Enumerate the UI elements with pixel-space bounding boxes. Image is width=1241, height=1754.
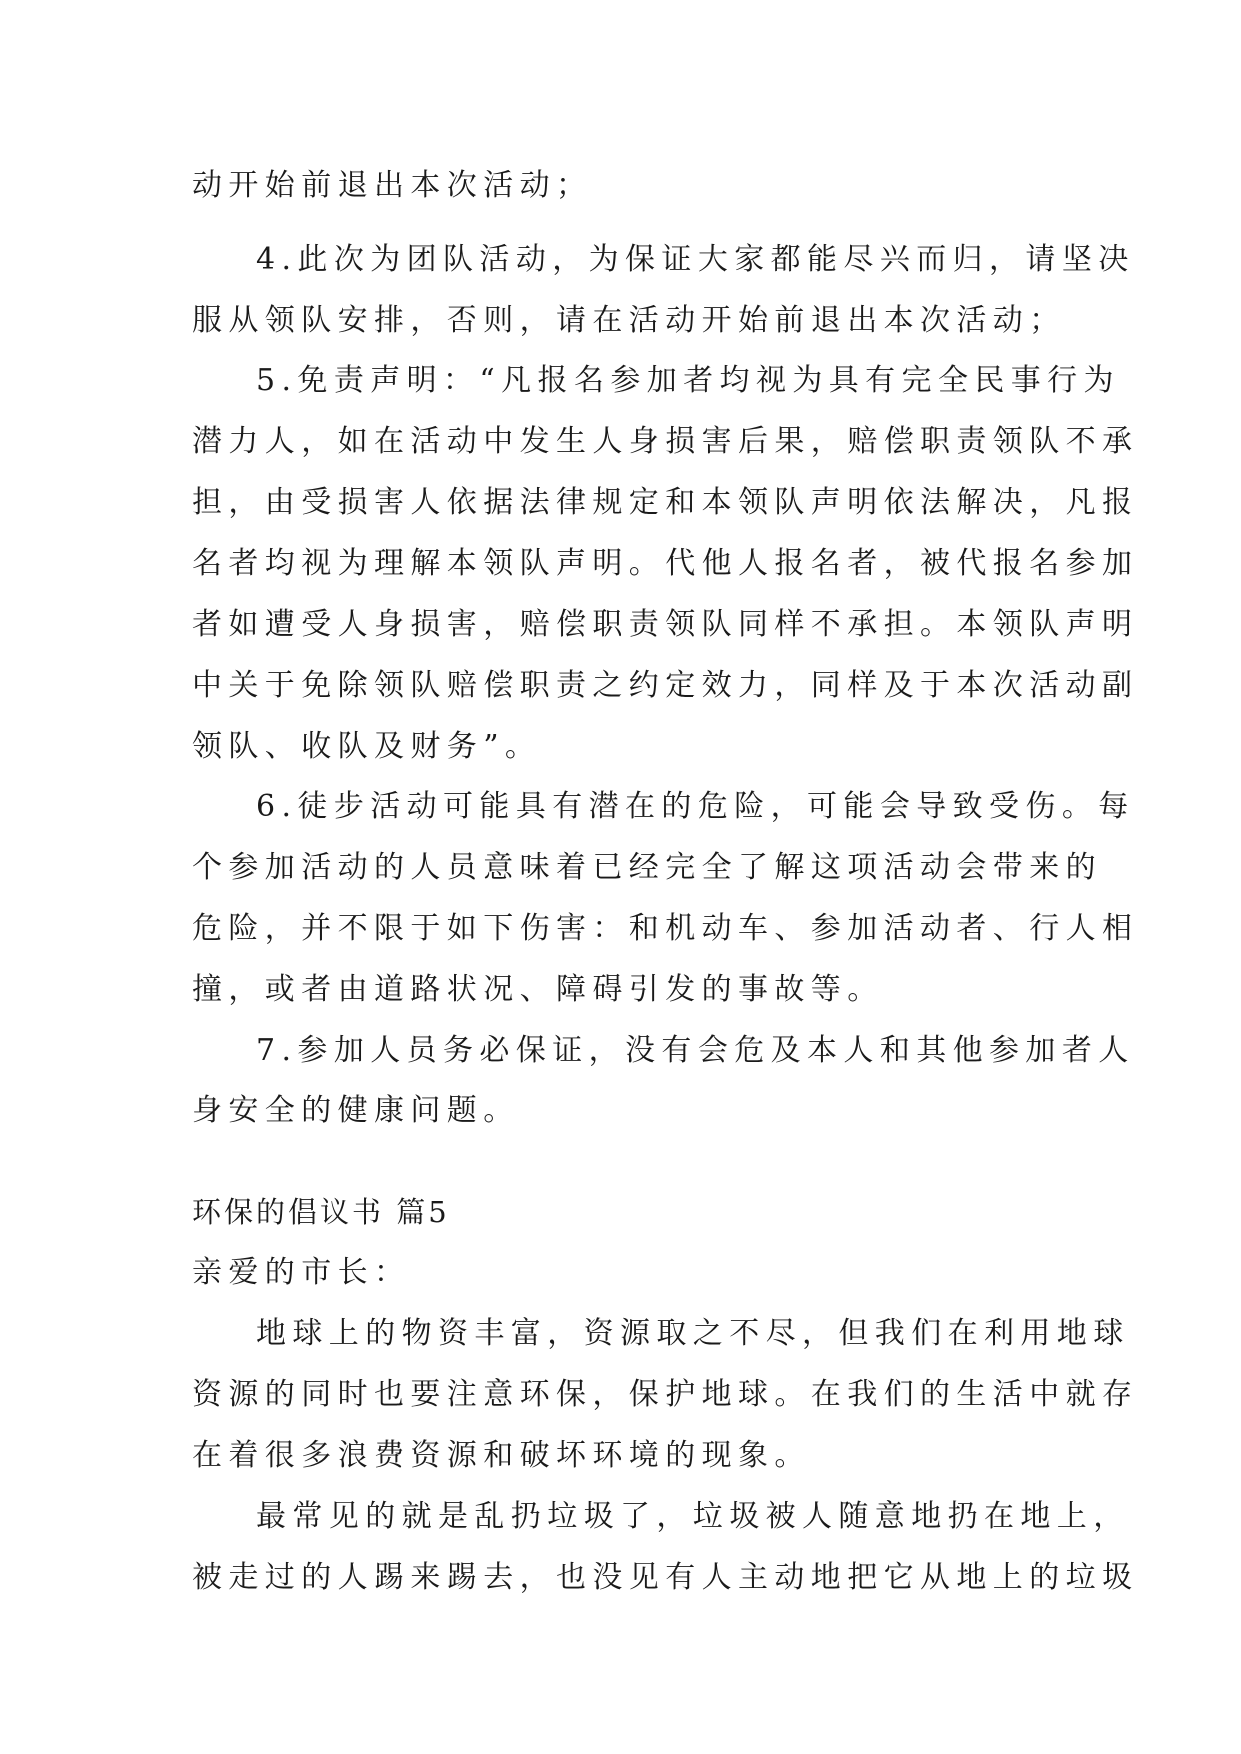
list-item-5-line-3: 担，由受损害人依据法律规定和本领队声明依法解决，凡报 (192, 485, 1139, 520)
body-paragraph-2-line-1: 最常见的就是乱扔垃圾了，垃圾被人随意地扔在地上， (256, 1499, 1130, 1534)
list-item-7-line-1: 7.参加人员务必保证，没有会危及本人和其他参加者人 (256, 1033, 1135, 1068)
list-item-5-line-4: 名者均视为理解本领队声明。代他人报名者，被代报名参加 (192, 546, 1139, 581)
body-paragraph-1-line-3: 在着很多浪费资源和破坏环境的现象。 (192, 1438, 811, 1473)
list-item-6-line-1: 6.徒步活动可能具有潜在的危险，可能会导致受伤。每 (256, 789, 1135, 824)
body-paragraph-1-line-2: 资源的同时也要注意环保，保护地球。在我们的生活中就存 (192, 1377, 1139, 1412)
section-heading: 环保的倡议书 篇5 (192, 1195, 450, 1229)
body-paragraph-2-line-2: 被走过的人踢来踢去，也没见有人主动地把它从地上的垃圾 (192, 1560, 1139, 1595)
list-item-6-line-3: 危险，并不限于如下伤害：和机动车、参加活动者、行人相 (192, 911, 1139, 946)
list-item-5-line-7: 领队、收队及财务”。 (192, 729, 542, 764)
list-item-7-line-2: 身安全的健康问题。 (192, 1093, 520, 1128)
list-item-5-line-1: 5.免责声明：“凡报名参加者均视为具有完全民事行为 (256, 363, 1120, 398)
list-item-4-line-1: 4.此次为团队活动，为保证大家都能尽兴而归，请坚决 (256, 242, 1135, 277)
list-item-4-line-2: 服从领队安排，否则，请在活动开始前退出本次活动； (192, 303, 1066, 338)
list-item-6-line-2: 个参加活动的人员意味着已经完全了解这项活动会带来的 (192, 850, 1102, 885)
list-item-5-line-5: 者如遭受人身损害，赔偿职责领队同样不承担。本领队声明 (192, 607, 1139, 642)
salutation: 亲爱的市长： (192, 1255, 411, 1290)
list-item-5-line-2: 潜力人，如在活动中发生人身损害后果，赔偿职责领队不承 (192, 424, 1139, 459)
list-item-6-line-4: 撞，或者由道路状况、障碍引发的事故等。 (192, 972, 884, 1007)
list-item-5-line-6: 中关于免除领队赔偿职责之约定效力，同样及于本次活动副 (192, 668, 1139, 703)
body-paragraph-1-line-1: 地球上的物资丰富，资源取之不尽，但我们在利用地球 (256, 1316, 1130, 1351)
paragraph-line: 动开始前退出本次活动； (192, 168, 593, 203)
